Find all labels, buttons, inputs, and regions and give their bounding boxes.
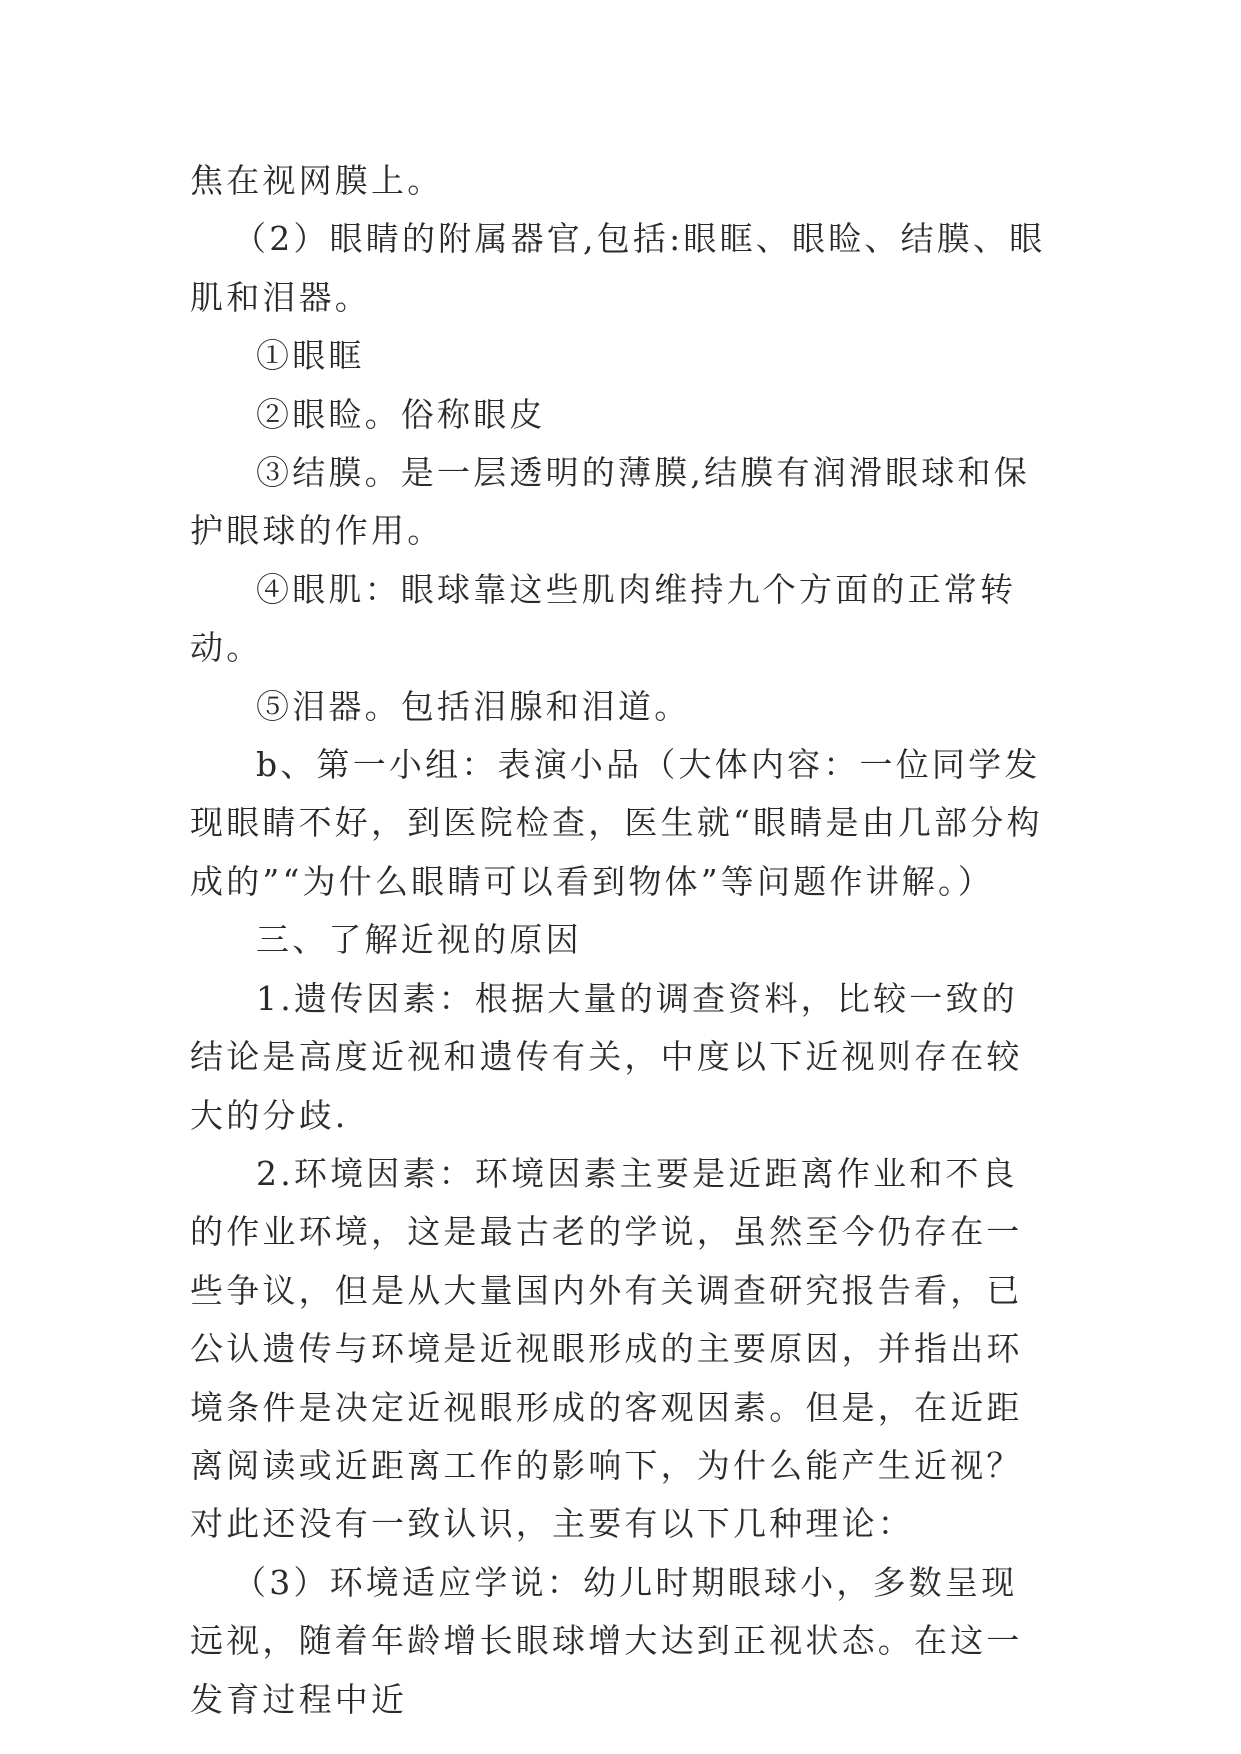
paragraph-environmental-factors: 2.环境因素：环境因素主要是近距离作业和不良的作业环境，这是最古老的学说，虽然至今仍存在一些争议，但是从大量国内外有关调查研究报告看，已公认遗传与环境是近视眼形成的主要原因，并指出环境条件是决定近视眼形成的客观因素。但是，在近距离阅读或近距离工作的影响下，为什么能产生近视？对此还没有一致认识，主要有以下几种理论：: [190, 1153, 1023, 1544]
paragraph-skit: b、第一小组：表演小品（大体内容：一位同学发现眼睛不好，到医院检查，医生就“眼睛是由几部分构成的”“为什么眼睛可以看到物体”等问题作讲解。）: [190, 745, 1043, 901]
section-heading-myopia-causes: 三、了解近视的原因: [256, 920, 582, 960]
paragraph-accessory-organs: （2）眼睛的附属器官,包括:眼眶、眼睑、结膜、眼肌和泪器。: [190, 219, 1046, 317]
list-item-lacrimal: ⑤泪器。包括泪腺和泪道。: [256, 686, 691, 726]
paragraph-adaptation-theory: （3）环境适应学说：幼儿时期眼球小，多数呈现远视，随着年龄增长眼球增大达到正视状态。在这一发育过程中近: [190, 1562, 1023, 1719]
list-item-eye-muscle: ④眼肌：眼球靠这些肌肉维持九个方面的正常转动。: [190, 569, 1017, 668]
list-item-eyelid: ②眼睑。俗称眼皮: [256, 394, 546, 434]
document-body: [190, 152, 1052, 1729]
paragraph-genetic-factors: 1.遗传因素：根据大量的调查资料，比较一致的结论是高度近视和遗传有关，中度以下近视则存在较大的分歧.: [190, 978, 1023, 1135]
paragraph-continuation: 焦在视网膜上。: [190, 161, 444, 200]
list-item-orbit: ①眼眶: [256, 336, 365, 376]
list-item-conjunctiva: ③结膜。是一层透明的薄膜,结膜有润滑眼球和保护眼球的作用。: [190, 453, 1030, 551]
